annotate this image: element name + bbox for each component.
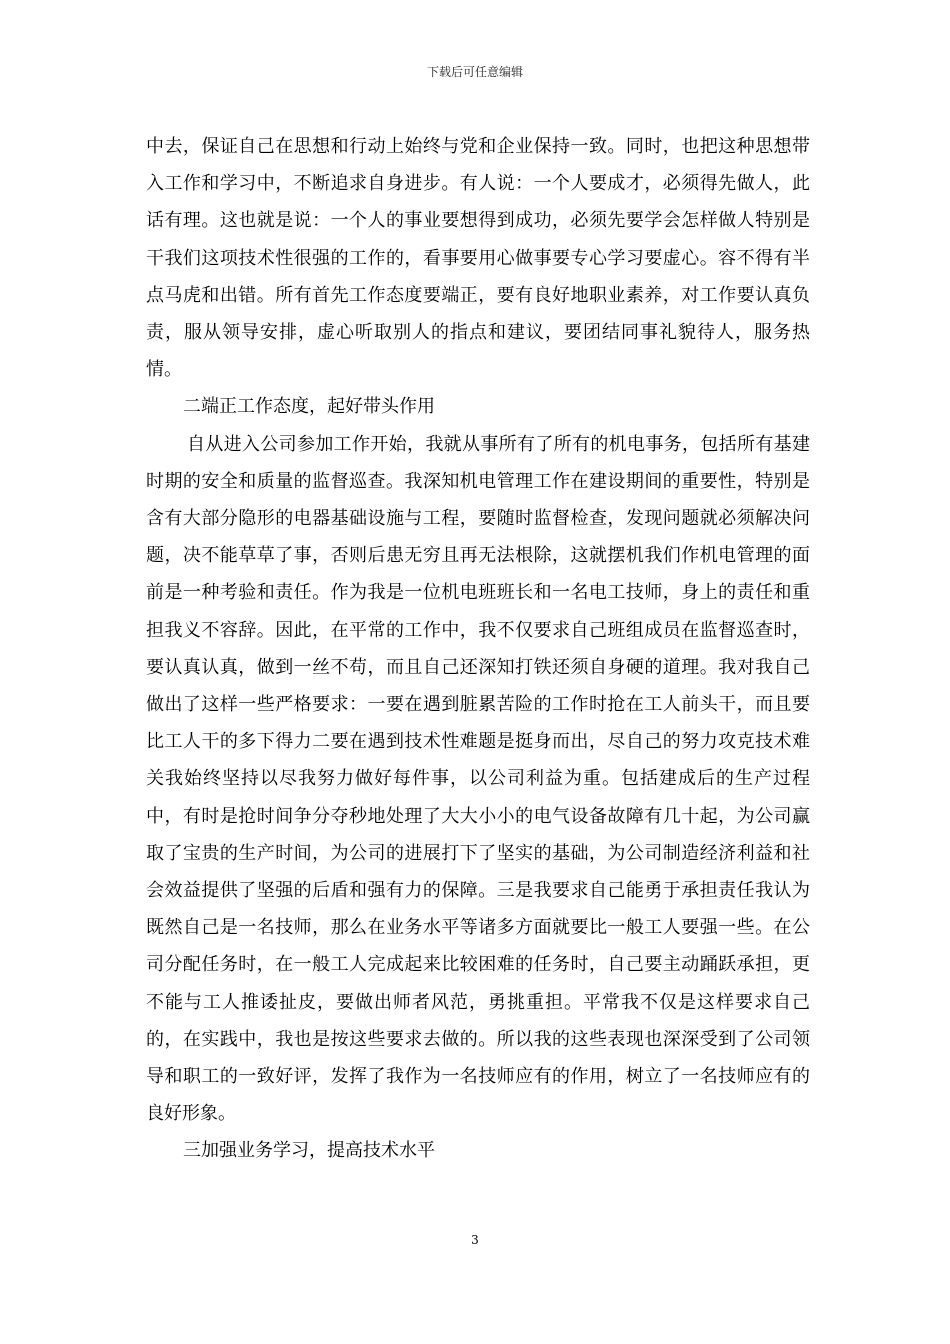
page-number: 3 [471, 1233, 479, 1247]
paragraph-work-attitude: 自从进入公司参加工作开始，我就从事所有了所有的机电事务，包括所有基建时期的安全和质量的监督巡查。我深知机电管理工作在建设期间的重要性，特别是含有大部分隐形的电器基础设施与工程，要随时监督检查，发现问题就必须解决问题，决不能草草了事，否则后患无穷且再无法根除，这就摆机我们作机电管理的面前是一种考验和责任。作为我是一位机电班班长和一名电工技师，身上的责任和重担我义不容辞。因此，在平常的工作中，我不仅要求自己班组成员在监督巡查时，要认真认真，做到一丝不苟，而且自己还深知打铁还须自身硬的道理。我对我自己做出了这样一些严格要求：一要在遇到脏累苦险的工作时抢在工人前头干，而且要比工人干的多下得力二要在遇到技术性难题是挺身而出，尽自己的努力攻克技术难关我始终坚持以尽我努力做好每件事，以公司利益为重。包括建成后的生产过程中，有时是抢时间争分夺秒地处理了大大小小的电气设备故障有几十起，为公司赢取了宝贵的生产时间，为公司的进展打下了坚实的基础，为公司制造经济利益和社会效益提供了坚强的后盾和强有力的保障。三是我要求自己能勇于承担责任我认为既然自己是一名技师，那么在业务水平等诸多方面就要比一般工人要强一些。在公司分配任务时，在一般工人完成起来比较困难的任务时，自己要主动踊跃承担，更不能与工人推诿扯皮，要做出师者风范，勇挑重担。平常我不仅是这样要求自己的，在实践中，我也是按这些要求去做的。所以我的这些表现也深深受到了公司领导和职工的一致好评，发挥了我作为一名技师应有的作用，树立了一名技师应有的良好形象。 [146, 433, 810, 1125]
section-heading-3: 三加强业务学习，提高技术水平 [183, 1140, 435, 1162]
document-body [146, 128, 810, 1170]
section-heading-2: 二端正工作态度，起好带头作用 [183, 396, 435, 418]
paragraph-continuation: 中去，保证自己在思想和行动上始终与党和企业保持一致。同时，也把这种思想带入工作和学习中，不断追求自身进步。有人说：一个人要成才，必须得先做人，此话有理。这也就是说：一个人的事业要想得到成功，必须先要学会怎样做人特别是干我们这项技术性很强的工作的，看事要用心做事要专心学习要虚心。容不得有半点马虎和出错。所有首先工作态度要端正，要有良好地职业素养，对工作要认真负责，服从领导安排，虚心听取别人的指点和建议，要团结同事礼貌待人，服务热情。 [146, 136, 810, 381]
page-header: 下载后可任意编辑 [426, 65, 523, 79]
